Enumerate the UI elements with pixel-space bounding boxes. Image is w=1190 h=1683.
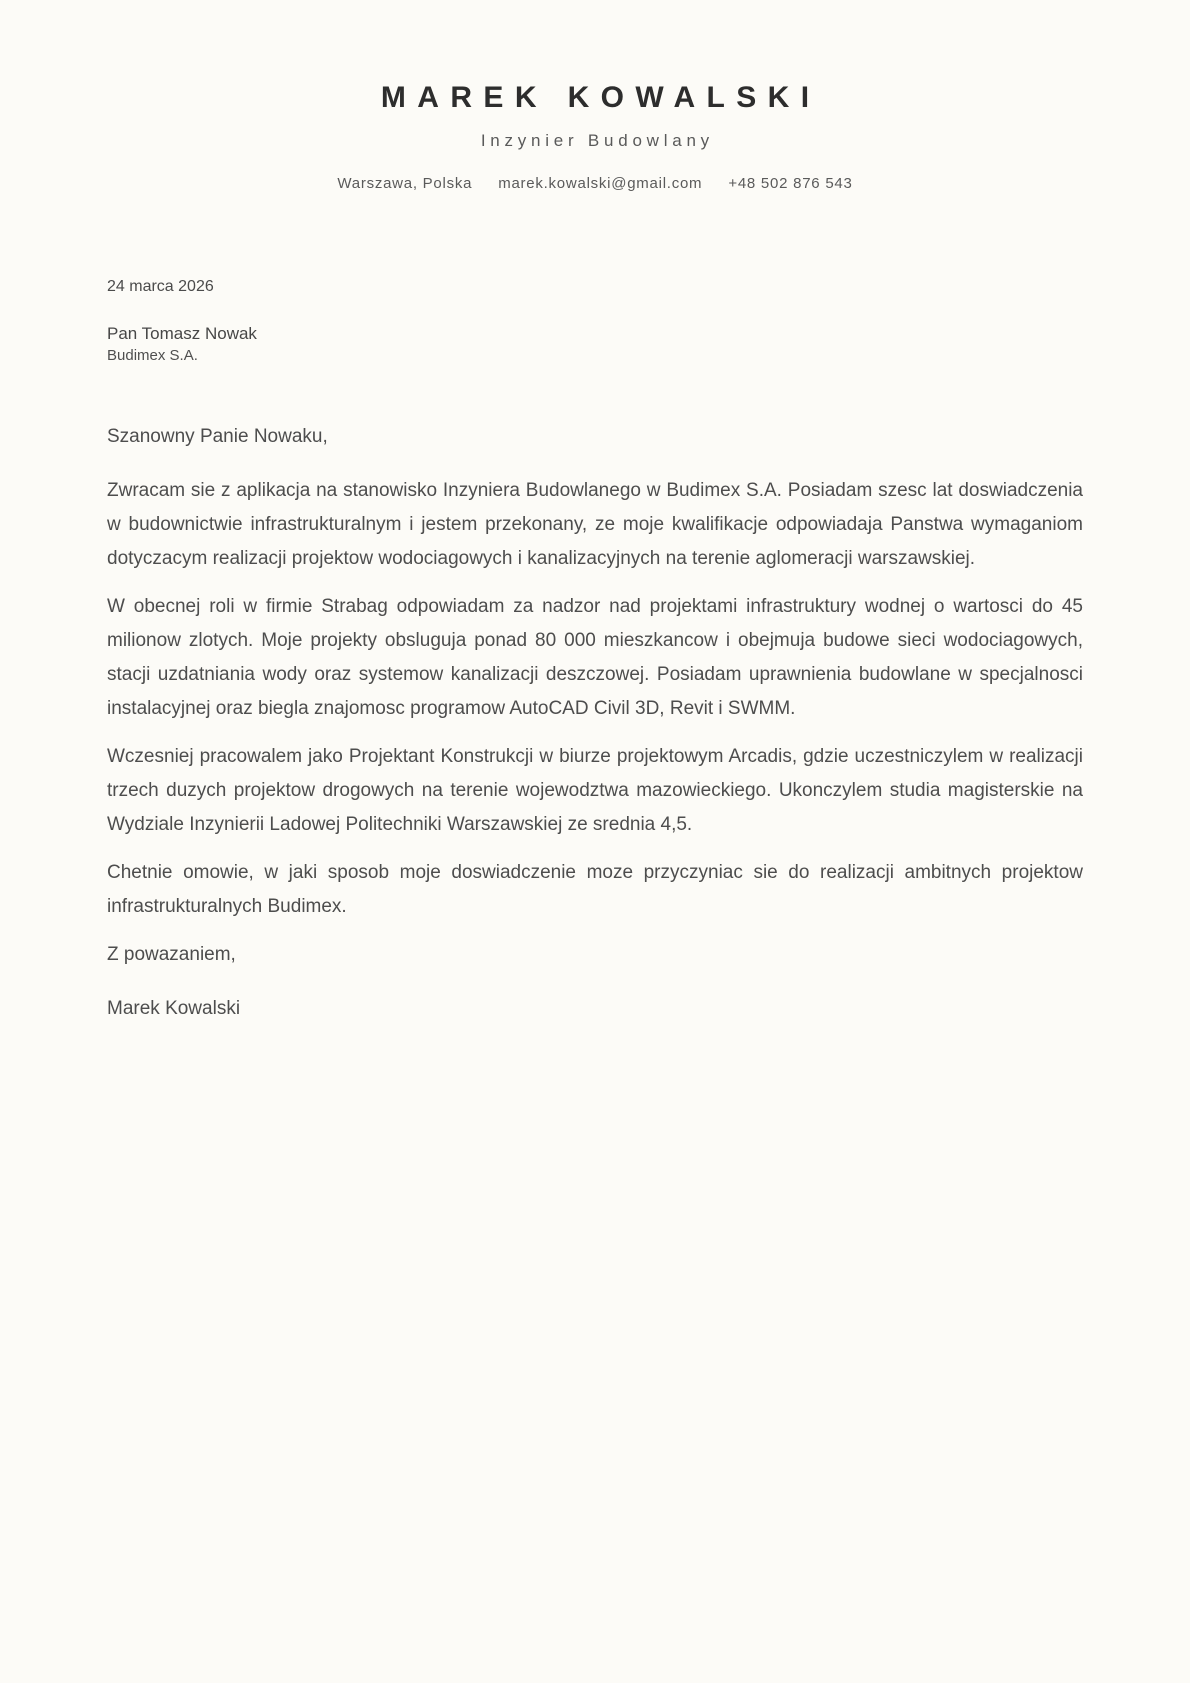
contact-location: Warszawa, Polska [337, 175, 473, 193]
signature: Marek Kowalski [107, 997, 241, 1019]
paragraph-1: Zwracam sie z aplikacja na stanowisko Inzyniera Budowlanego w Budimex S.A. Posiadam szesc lat doswiadczenia w budownictwie infrastrukturalnym i jestem przekonany, ze moje kwalifikacje odpowiadaja Panstwa wymaganiom dotyczacym realizacji projektow wodociagowych i kanalizacyjnych na terenie aglomeracji warszawskiej. [107, 479, 1083, 569]
contact-email: marek.kowalski@gmail.com [498, 175, 703, 193]
paragraph-4: Chetnie omowie, w jaki sposob moje doswiadczenie moze przyczyniac sie do realizacji ambitnych projektow infrastrukturalnych Budimex. [107, 861, 1083, 917]
greeting: Szanowny Panie Nowaku, [107, 425, 328, 447]
letter-date: 24 marca 2026 [107, 277, 214, 295]
recipient-name: Pan Tomasz Nowak [107, 323, 257, 343]
contact-phone: +48 502 876 543 [728, 175, 853, 193]
letter-meta [107, 278, 1083, 364]
contact-line [107, 174, 1083, 194]
recipient-company: Budimex S.A. [107, 346, 198, 364]
letter-body [107, 420, 1083, 1026]
paragraph-3: Wczesniej pracowalem jako Projektant Konstrukcji w biurze projektowym Arcadis, gdzie uczestniczylem w realizacji trzech duzych projektow drogowych na terenie wojewodztwa mazowieckiego. Ukonczylem studia magisterskie na Wydziale Inzynierii Ladowej Politechniki Warszawskiej ze srednia 4,5. [107, 745, 1083, 835]
sender-job-title: Inzynier Budowlany [480, 131, 714, 150]
sender-name: MAREK KOWALSKI [380, 81, 821, 114]
paragraph-2: W obecnej roli w firmie Strabag odpowiadam za nadzor nad projektami infrastruktury wodnej o wartosci do 45 milionow zlotych. Moje projekty obsluguja ponad 80 000 mieszkancow i obejmuja budowe sieci wodociagowych, stacji uzdatniania wody oraz systemow kanalizacji deszczowej. Posiadam uprawnienia budowlane w specjalnosci instalacyjnej oraz biegla znajomosc programow AutoCAD Civil 3D, Revit i SWMM. [107, 595, 1083, 719]
letter-header [107, 80, 1083, 194]
closing: Z powazaniem, [107, 943, 236, 965]
